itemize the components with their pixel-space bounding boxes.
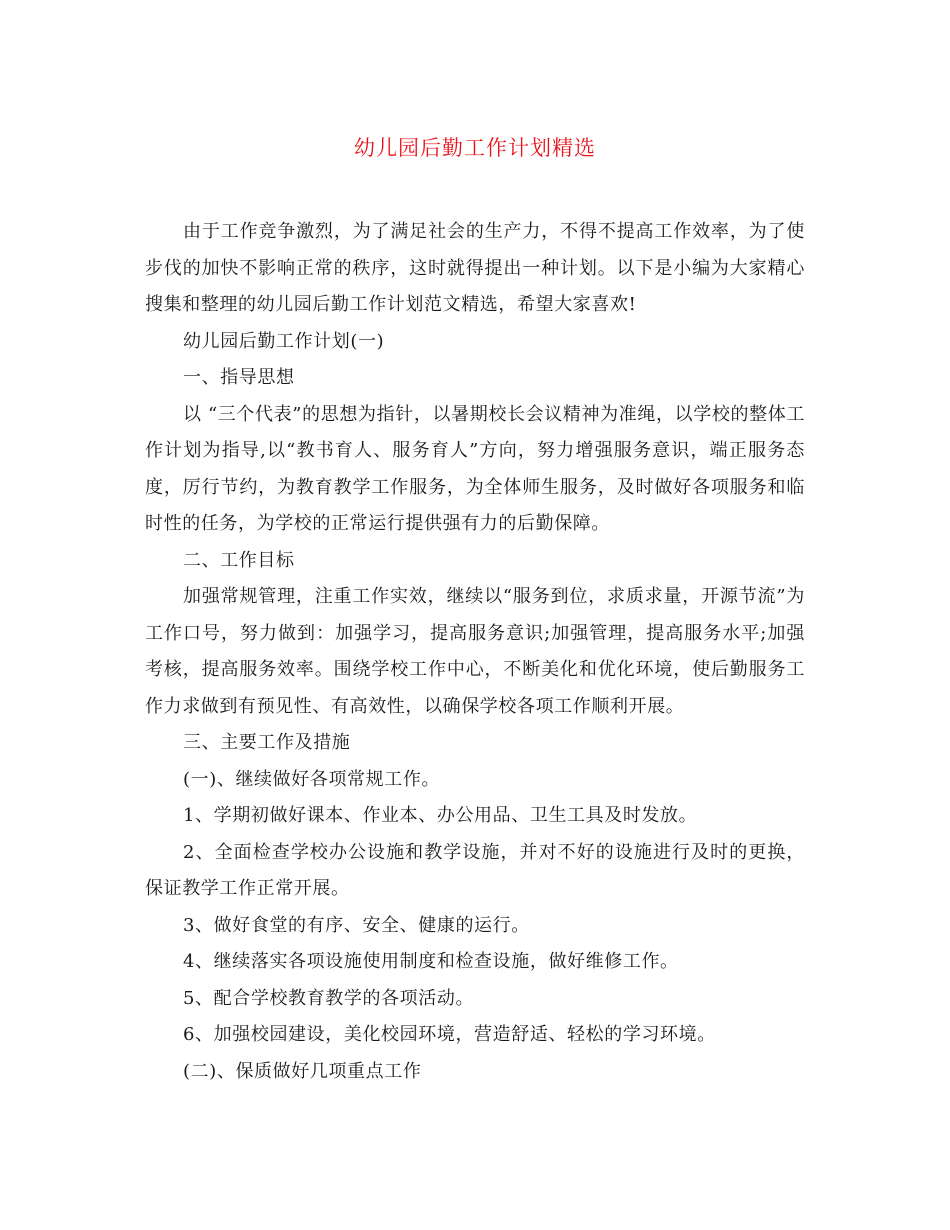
list-item: 2、全面检查学校办公设施和教学设施，并对不好的设施进行及时的更换，保证教学工作正常开展。 xyxy=(145,841,805,899)
list-item: 6、加强校园建设，美化校园环境，营造舒适、轻松的学习环境。 xyxy=(183,1024,716,1045)
plan-heading: 幼儿园后勤工作计划(一) xyxy=(183,330,385,352)
document-title: 幼儿园后勤工作计划精选 xyxy=(354,136,596,160)
guiding-ideology-paragraph: 以 “三个代表”的思想为指针，以暑期校长会议精神为准绳，以学校的整体工作计划为指导,以“教书育人、服务育人”方向，努力增强服务意识，端正服务态度，厉行节约，为教育教学工作服务，为全体师生服务，及时做好各项服务和临时性的任务，为学校的正常运行提供强有力的后勤保障。 xyxy=(145,403,805,534)
list-item: 3、做好食堂的有序、安全、健康的运行。 xyxy=(183,914,530,936)
work-goals-paragraph: 加强常规管理，注重工作实效，继续以“服务到位，求质求量，开源节流”为工作口号，努力做到：加强学习，提高服务意识;加强管理，提高服务水平;加强考核，提高服务效率。围绕学校工作中心，不断美化和优化环境，使后勤服务工作力求做到有预见性、有高效性，以确保学校各项工作顺利开展。 xyxy=(145,586,805,717)
list-item: 5、配合学校教育教学的各项活动。 xyxy=(183,987,475,1009)
document-body xyxy=(145,214,805,1090)
list-item: 4、继续落实各项设施使用制度和检查设施，做好维修工作。 xyxy=(183,951,679,972)
subsection-heading-routine-work: (一)、继续做好各项常规工作。 xyxy=(183,768,441,790)
section-heading-main-work: 三、主要工作及措施 xyxy=(183,732,351,753)
section-heading-guiding-ideology: 一、指导思想 xyxy=(183,367,295,388)
subsection-heading-key-work: (二)、保质做好几项重点工作 xyxy=(183,1060,422,1082)
intro-paragraph: 由于工作竞争激烈，为了满足社会的生产力，不得不提高工作效率，为了使步伐的加快不影响正常的秩序，这时就得提出一种计划。以下是小编为大家精心搜集和整理的幼儿园后勤工作计划范文精选，希望大家喜欢! xyxy=(145,221,805,315)
list-item: 1、学期初做好课本、作业本、办公用品、卫生工具及时发放。 xyxy=(183,805,698,826)
section-heading-work-goals: 二、工作目标 xyxy=(183,549,295,571)
